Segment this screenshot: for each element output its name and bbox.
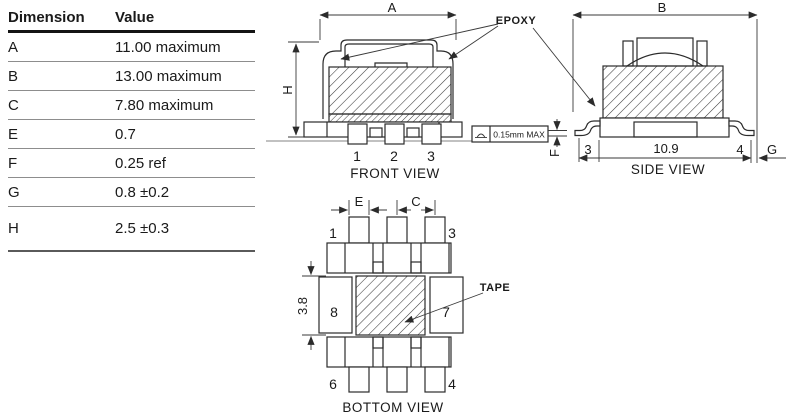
- side-pin-3-label: 3: [584, 142, 592, 157]
- side-view-caption: SIDE VIEW: [630, 162, 706, 177]
- row-dim-value: 13.00 maximum: [115, 67, 222, 85]
- row-dim-value: 0.8 ±0.2: [115, 183, 170, 201]
- row-dim-label: H: [8, 220, 19, 237]
- dim-b-label: B: [657, 0, 667, 15]
- coplanarity-note-box: [472, 126, 548, 142]
- bottom-pin-1-label: 1: [329, 225, 337, 241]
- front-pin-1-label: 1: [353, 148, 361, 164]
- bottom-pin-8-label: 8: [330, 304, 338, 320]
- row-dim-label: B: [8, 67, 19, 85]
- row-dim-value: 0.7: [115, 125, 136, 143]
- row-dim-value: 11.00 maximum: [115, 38, 221, 56]
- row-dim-label: C: [8, 96, 19, 114]
- table-header-value: Value: [115, 8, 155, 26]
- side-hatched-body: [603, 66, 723, 118]
- bottom-pin-top-2: [387, 217, 407, 243]
- front-view: [266, 0, 472, 181]
- bottom-pin-6-label: 6: [329, 376, 337, 392]
- dim-g-label: G: [766, 142, 778, 157]
- bottom-pin-top-3: [425, 217, 445, 243]
- dim-h-label: H: [280, 85, 295, 95]
- bottom-pin-7-label: 7: [442, 304, 450, 320]
- front-pin-1: [348, 124, 367, 144]
- row-dim-label: E: [8, 125, 19, 143]
- side-base: [600, 118, 729, 137]
- dim-a-label: A: [387, 0, 397, 15]
- row-dim-value: 2.5 ±0.3: [115, 220, 170, 237]
- table-header-dimension: Dimension: [8, 8, 85, 26]
- bottom-view: [295, 194, 510, 415]
- front-base-notch: [370, 128, 382, 137]
- front-hatched-strip: [329, 114, 451, 122]
- bottom-pin-3-label: 3: [448, 225, 456, 241]
- side-pin-4-label: 4: [736, 142, 744, 157]
- dim-e-label: E: [354, 194, 364, 209]
- epoxy-leader-right: [533, 28, 595, 106]
- dim-109-value: 10.9: [653, 141, 679, 156]
- epoxy-label: EPOXY: [495, 15, 537, 27]
- front-pin-3-label: 3: [427, 148, 435, 164]
- bottom-pin-bottom-2: [387, 367, 407, 392]
- bottom-pin-top-1: [349, 217, 369, 243]
- bottom-pin-bottom-3: [425, 367, 445, 392]
- tape-label: TAPE: [479, 282, 511, 294]
- side-winding-dome: [627, 53, 703, 66]
- bottom-view-caption: BOTTOM VIEW: [342, 400, 444, 415]
- dim-38-value: 3.8: [295, 296, 310, 316]
- bottom-pin-4-label: 4: [448, 376, 456, 392]
- front-pin-2: [385, 124, 404, 144]
- front-pin-2-label: 2: [390, 148, 398, 164]
- bottom-pin-bottom-1: [349, 367, 369, 392]
- row-dim-label: F: [8, 154, 18, 172]
- dim-f-label: F: [547, 149, 562, 157]
- side-clip-post-right: [697, 41, 707, 66]
- side-view: [547, 0, 786, 177]
- tape-hatched-area: [356, 276, 425, 335]
- side-lead-right: [729, 121, 754, 136]
- front-view-caption: FRONT VIEW: [350, 166, 440, 181]
- side-lead-left: [575, 121, 600, 136]
- coplanarity-note-text: 0.15mm MAX: [493, 129, 545, 140]
- row-dim-value: 0.25 ref: [115, 154, 166, 172]
- side-core-top-bar: [637, 38, 693, 66]
- dim-c-label: C: [411, 194, 421, 209]
- front-pin-3: [422, 124, 441, 144]
- front-base-notch: [407, 128, 419, 137]
- row-dim-label: G: [8, 183, 20, 201]
- side-clip-post-left: [623, 41, 633, 66]
- flatness-icon-dome: [477, 134, 485, 138]
- row-dim-label: A: [8, 38, 19, 56]
- front-hatched-body: [329, 67, 451, 114]
- row-dim-value: 7.80 maximum: [115, 96, 214, 114]
